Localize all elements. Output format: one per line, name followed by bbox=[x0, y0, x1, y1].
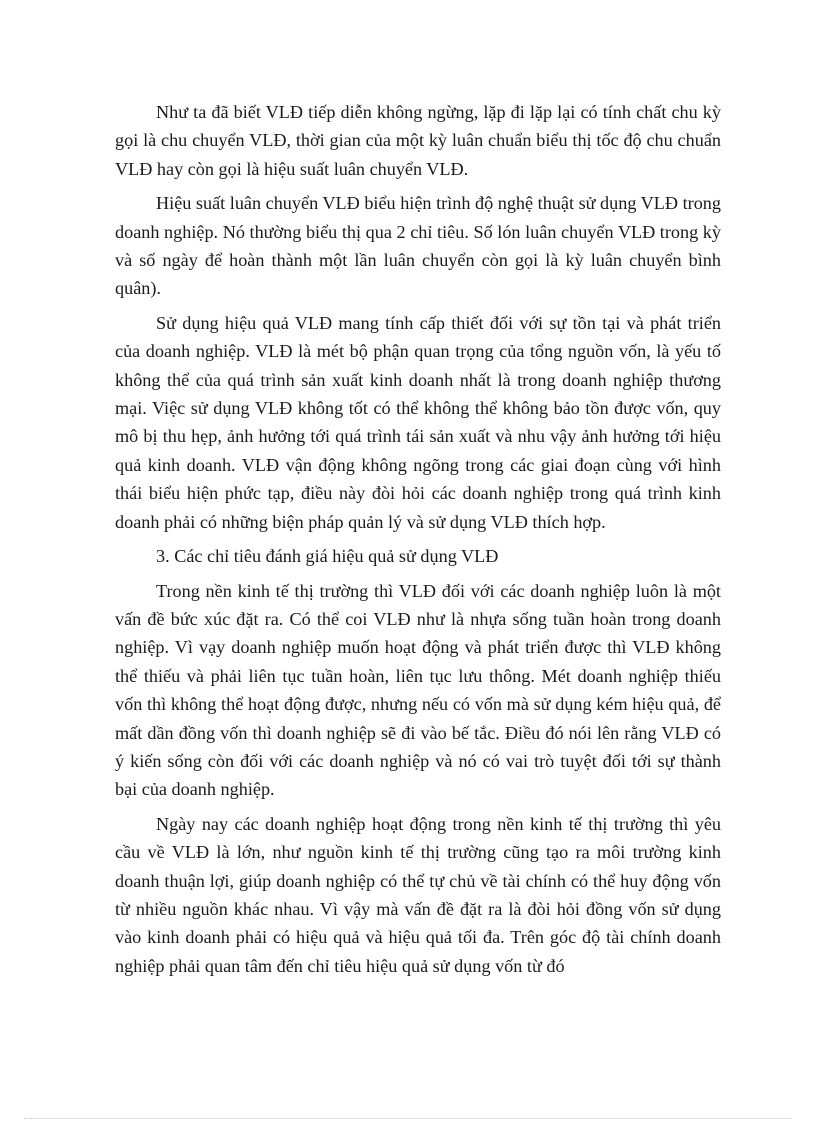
section-heading: 3. Các chỉ tiêu đánh giá hiệu quả sử dụng VLĐ bbox=[156, 546, 499, 567]
page-bottom-divider bbox=[24, 1118, 792, 1119]
paragraph-effective-use: Sử dụng hiệu quả VLĐ mang tính cấp thiết đối với sự tồn tại và phát triển của doanh nghiệp. VLĐ là mét bộ phận quan trọng của tổng nguồn vốn, là yếu tố không thể của quá trình sản xuất kinh doanh nhất là trong doanh nghiệp thương mại. Việc sử dụng VLĐ không tốt có thể không thể không bảo tồn được vốn, quy mô bị thu hẹp, ảnh hưởng tới quá trình tái sản xuất và nhu vậy ảnh hưởng tới hiệu quả kinh doanh. VLĐ vận động không ngõng trong các giai đoạn cùng với hình thái biểu hiện phức tạp, điều này đòi hỏi các doanh nghiệp trong quá trình kinh doanh phải có những biện pháp quản lý và sử dụng VLĐ thích hợp. bbox=[115, 312, 721, 532]
paragraph-nowadays: Ngày nay các doanh nghiệp hoạt động trong nền kinh tế thị trường thì yêu cầu về VLĐ là lớn, như nguồn kinh tế thị trường cũng tạo ra môi trường kinh doanh thuận lợi, giúp doanh nghiệp có thể tự chủ về tài chính có thể huy động vốn từ nhiều nguồn khác nhau. Vì vậy mà vấn đề đặt ra là đòi hỏi đồng vốn sử dụng vào kinh doanh phải có hiệu quả và hiệu quả tối đa. Trên góc độ tài chính doanh nghiệp phải quan tâm đến chỉ tiêu hiệu quả sử dụng vốn từ đó bbox=[115, 813, 721, 976]
paragraph-circulation-efficiency: Hiệu suất luân chuyển VLĐ biểu hiện trình độ nghệ thuật sử dụng VLĐ trong doanh nghiệp. Nó thường biểu thị qua 2 chỉ tiêu. Số lón luân chuyển VLĐ trong kỳ và số ngày để hoàn thành một lần luân chuyển còn gọi là kỳ luân chuyển bình quân). bbox=[115, 193, 721, 299]
paragraph-market-economy: Trong nền kinh tế thị trường thì VLĐ đối với các doanh nghiệp luôn là một vấn đề bức xúc đặt ra. Có thể coi VLĐ như là nhựa sống tuần hoàn trong doanh nghiệp. Vì vạy doanh nghiệp muốn hoạt động và phát triển được thì VLĐ không thể thiếu và phải liên tục tuần hoàn, liên tục lưu thông. Mét doanh nghiệp thiếu vốn thì không thể hoạt động được, nhưng nếu có vốn mà sử dụng kém hiệu quả, để mất dần đồng vốn thì doanh nghiệp sẽ đi vào bế tắc. Điều đó nói lên rằng VLĐ có ý kiến sống còn đối với các doanh nghiệp và nó có vai trò tuyệt đối tới sự thành bại của doanh nghiệp. bbox=[115, 580, 721, 800]
document-body bbox=[115, 98, 721, 986]
paragraph-circulation-intro: Như ta đã biết VLĐ tiếp diễn không ngừng, lặp đi lặp lại có tính chất chu kỳ gọi là chu chuyển VLĐ, thời gian của một kỳ luân chuẩn biểu thị tốc độ chu chuẩn VLĐ hay còn gọi là hiệu suất luân chuyển VLĐ. bbox=[115, 102, 721, 179]
